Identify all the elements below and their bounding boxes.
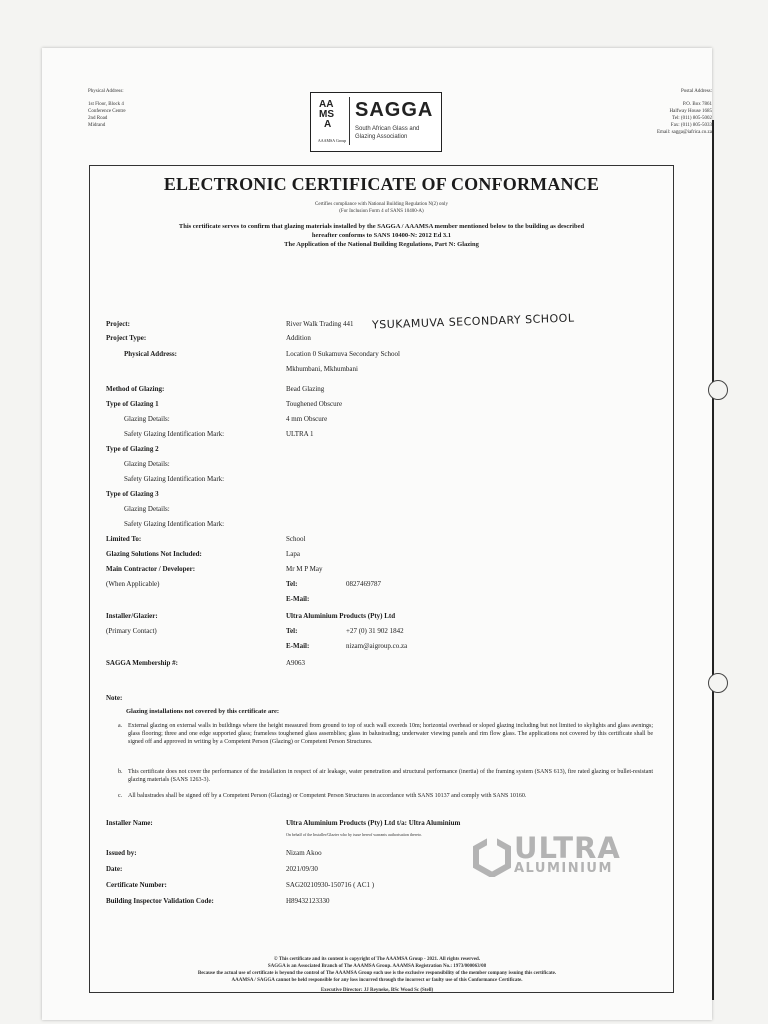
certificate-frame: [89, 165, 674, 993]
field-value: River Walk Trading 441: [286, 320, 354, 328]
field-label: Method of Glazing:: [106, 385, 165, 393]
logo-mark-line: MS: [319, 109, 334, 120]
note-item: [118, 722, 653, 746]
field-label: Project:: [106, 320, 130, 328]
footer-line: Because the actual use of certificate is beyond the control of The AAAMSA Group such use is the exclusive responsibility of the member company issuing this certificate.: [197, 971, 557, 976]
certificate-page: [42, 48, 712, 1020]
note-key: b.: [118, 769, 123, 775]
logo-mark-line: A: [324, 119, 332, 130]
field-value: Toughened Obscure: [286, 400, 343, 408]
field-label: Installer/Glazier:: [106, 612, 158, 620]
installer-name-value: Ultra Aluminium Products (Pty) Ltd t/a: Ultra Aluminium: [286, 819, 461, 827]
field-value: Location 0 Sukamuva Secondary School: [286, 350, 400, 358]
field-label: Limited To:: [106, 535, 142, 543]
field-label: (Primary Contact): [106, 627, 157, 635]
field-label: Glazing Details:: [124, 415, 170, 423]
field-value: E-Mail:: [286, 642, 310, 650]
notes-subheading: Glazing installations not covered by this certificate are:: [126, 708, 280, 715]
field-value: School: [286, 535, 306, 543]
postal-address-line: P.O. Box 7861: [682, 102, 712, 107]
field-value: A9063: [286, 659, 306, 667]
field-label: Safety Glazing Identification Mark:: [124, 520, 225, 528]
logo-mark-subtitle: AAAMSA Group: [317, 138, 347, 143]
physical-address-line: Midrand: [88, 123, 106, 128]
footer-line: © This certificate and its content is copyright of The AAAMSA Group - 2021. All rights reserved.: [273, 957, 481, 962]
date-label: Date:: [106, 865, 123, 873]
postal-address-line: Tel: (011) 805-5002: [671, 116, 712, 121]
postal-address-line: Email: sagga@iafrica.co.za: [657, 130, 712, 135]
logo-mark-line: AA: [319, 99, 334, 110]
field-value: E-Mail:: [286, 595, 310, 603]
field-value: Lapa: [286, 550, 300, 558]
field-label: Glazing Solutions Not Included:: [106, 550, 202, 558]
inspector-code-label: Building Inspector Validation Code:: [106, 897, 214, 905]
field-label: Safety Glazing Identification Mark:: [124, 430, 225, 438]
postal-address-block: [592, 88, 712, 136]
intro-line: This certificate serves to confirm that glazing materials installed by the SAGGA / AAAMSA member mentioned below to the building as described: [178, 223, 585, 230]
intro-line: hereafter conforms to SANS 10400-N: 2012 Ed 3.1: [311, 232, 452, 239]
note-item: [118, 792, 653, 800]
logo-wordmark: SAGGA: [355, 99, 434, 121]
postal-address-line: Fax: (011) 805-5033: [670, 123, 712, 128]
field-label: Type of Glazing 2: [106, 445, 159, 453]
copyright-footer: [82, 956, 672, 994]
field-value: Tel:: [286, 580, 298, 588]
certificate-title: ELECTRONIC CERTIFICATE OF CONFORMANCE: [163, 174, 600, 194]
note-key: c.: [118, 793, 123, 799]
field-label: Glazing Details:: [124, 505, 170, 513]
ultra-logo-icon: [472, 837, 512, 877]
note-text: External glazing on external walls in buildings where the height measured from ground to top of such wall exceeds 10m; horizontal overhead or sloped glazing including but not limited to skylights and glass awnings; glass flooring; three and one edge supported glass; frameless toughened glass assemblies; glass in balustrading; underwater viewing panels and rim flow glass. The applications not covered by this certificate shall be signed off and approved in writing by a Competent Person (Glazing) or Competent Person Structures.: [128, 723, 653, 745]
postal-address-title: Postal Address:: [681, 89, 712, 94]
field-label: Glazing Details:: [124, 460, 170, 468]
ultra-aluminium-logo: [472, 831, 652, 885]
field-label: SAGGA Membership #:: [106, 659, 178, 667]
field-value: Mr M P May: [286, 565, 323, 573]
footer-line: AAAMSA / SAGGA cannot be held responsible for any loss incurred through the incorrect or faulty use of this Conformance Certificate.: [231, 978, 523, 983]
footer-line: Executive Director: JJ Reyneke, BSc Wood Sc (Stell): [320, 988, 434, 993]
field-value: Bead Glazing: [286, 385, 325, 393]
next-page-edge: [712, 120, 714, 1000]
field-value: Tel:: [286, 627, 298, 635]
field-label: Safety Glazing Identification Mark:: [124, 475, 225, 483]
footer-line: SAGGA is an Associated Branch of The AAAMSA Group. AAAMSA Registration No.: 1973/000063/08: [267, 964, 487, 969]
date-value: 2021/09/30: [286, 865, 318, 873]
physical-address-line: 1st Floor, Block 4: [88, 102, 124, 107]
compliance-line: Certifies compliance with National Building Regulation N(2) only: [315, 202, 448, 207]
field-value: Mkhumbani, Mkhumbani: [286, 365, 358, 373]
field-label: Physical Address:: [124, 350, 177, 358]
postal-address-line: Halfway House 1685: [669, 109, 712, 114]
field-value-secondary: nizam@aigroup.co.za: [346, 642, 408, 650]
field-value: 4 mm Obscure: [286, 415, 328, 423]
field-value: Addition: [286, 334, 311, 342]
ultra-logo-word: ULTRA: [514, 831, 621, 865]
physical-address-line: 2nd Road: [88, 116, 108, 121]
note-text: All balustrades shall be signed off by a Competent Person (Glazing) or Competent Person Structures in accordance with SANS 10137 and comply with SANS 10160.: [128, 793, 527, 799]
note-item: [118, 768, 653, 784]
installer-name-caption: On behalf of the Installer/Glazier who by issue hereof warrants authorisation thereto.: [286, 832, 422, 837]
certificate-number-value: SAG20210930-150716 ( AC1 ): [286, 881, 375, 889]
certificate-intro: [110, 222, 653, 249]
field-value-secondary: 0827469787: [346, 580, 381, 588]
note-key: a.: [118, 723, 123, 729]
inspector-code-value: H89432123330: [286, 897, 330, 905]
field-label: Main Contractor / Developer:: [106, 565, 196, 573]
logo-tagline: South African Glass and Glazing Association: [355, 126, 420, 140]
physical-address-block: [88, 88, 178, 129]
field-value: Ultra Aluminium Products (Pty) Ltd: [286, 612, 396, 620]
field-label: Type of Glazing 3: [106, 490, 159, 498]
field-label: Project Type:: [106, 334, 147, 342]
field-label: Type of Glazing 1: [106, 400, 159, 408]
compliance-line: (For Inclusion Form 4 of SANS 10400-A): [339, 209, 424, 214]
punch-hole: [708, 380, 728, 400]
sagga-logo: [310, 92, 442, 152]
aaamsa-logo-mark: [315, 97, 350, 145]
intro-line: The Application of the National Building Regulations, Part N: Glazing: [284, 241, 479, 248]
issued-by-label: Issued by:: [106, 849, 137, 857]
installer-name-label: Installer Name:: [106, 819, 153, 827]
ultra-logo-subword: ALUMINIUM: [514, 861, 613, 876]
field-value: ULTRA 1: [286, 430, 314, 438]
issued-by-value: Nizam Akoo: [286, 849, 322, 857]
field-label: (When Applicable): [106, 580, 160, 588]
punch-hole: [708, 673, 728, 693]
compliance-note: [90, 201, 673, 215]
physical-address-line: Conference Centre: [88, 109, 126, 114]
notes-heading: Note:: [106, 694, 123, 702]
field-value-secondary: +27 (0) 31 902 1842: [346, 627, 404, 635]
note-text: This certificate does not cover the performance of the installation in respect of air leakage, water penetration and structural performance (inertia) of the framing system (SANS 613), fire rated glazing or bullet-resistant glazing materials (SANS 1263-3).: [128, 769, 653, 783]
physical-address-title: Physical Address:: [88, 89, 124, 94]
handwritten-annotation: YSUKAMUVA SECONDARY SCHOOL: [371, 311, 575, 332]
certificate-number-label: Certificate Number:: [106, 881, 167, 889]
